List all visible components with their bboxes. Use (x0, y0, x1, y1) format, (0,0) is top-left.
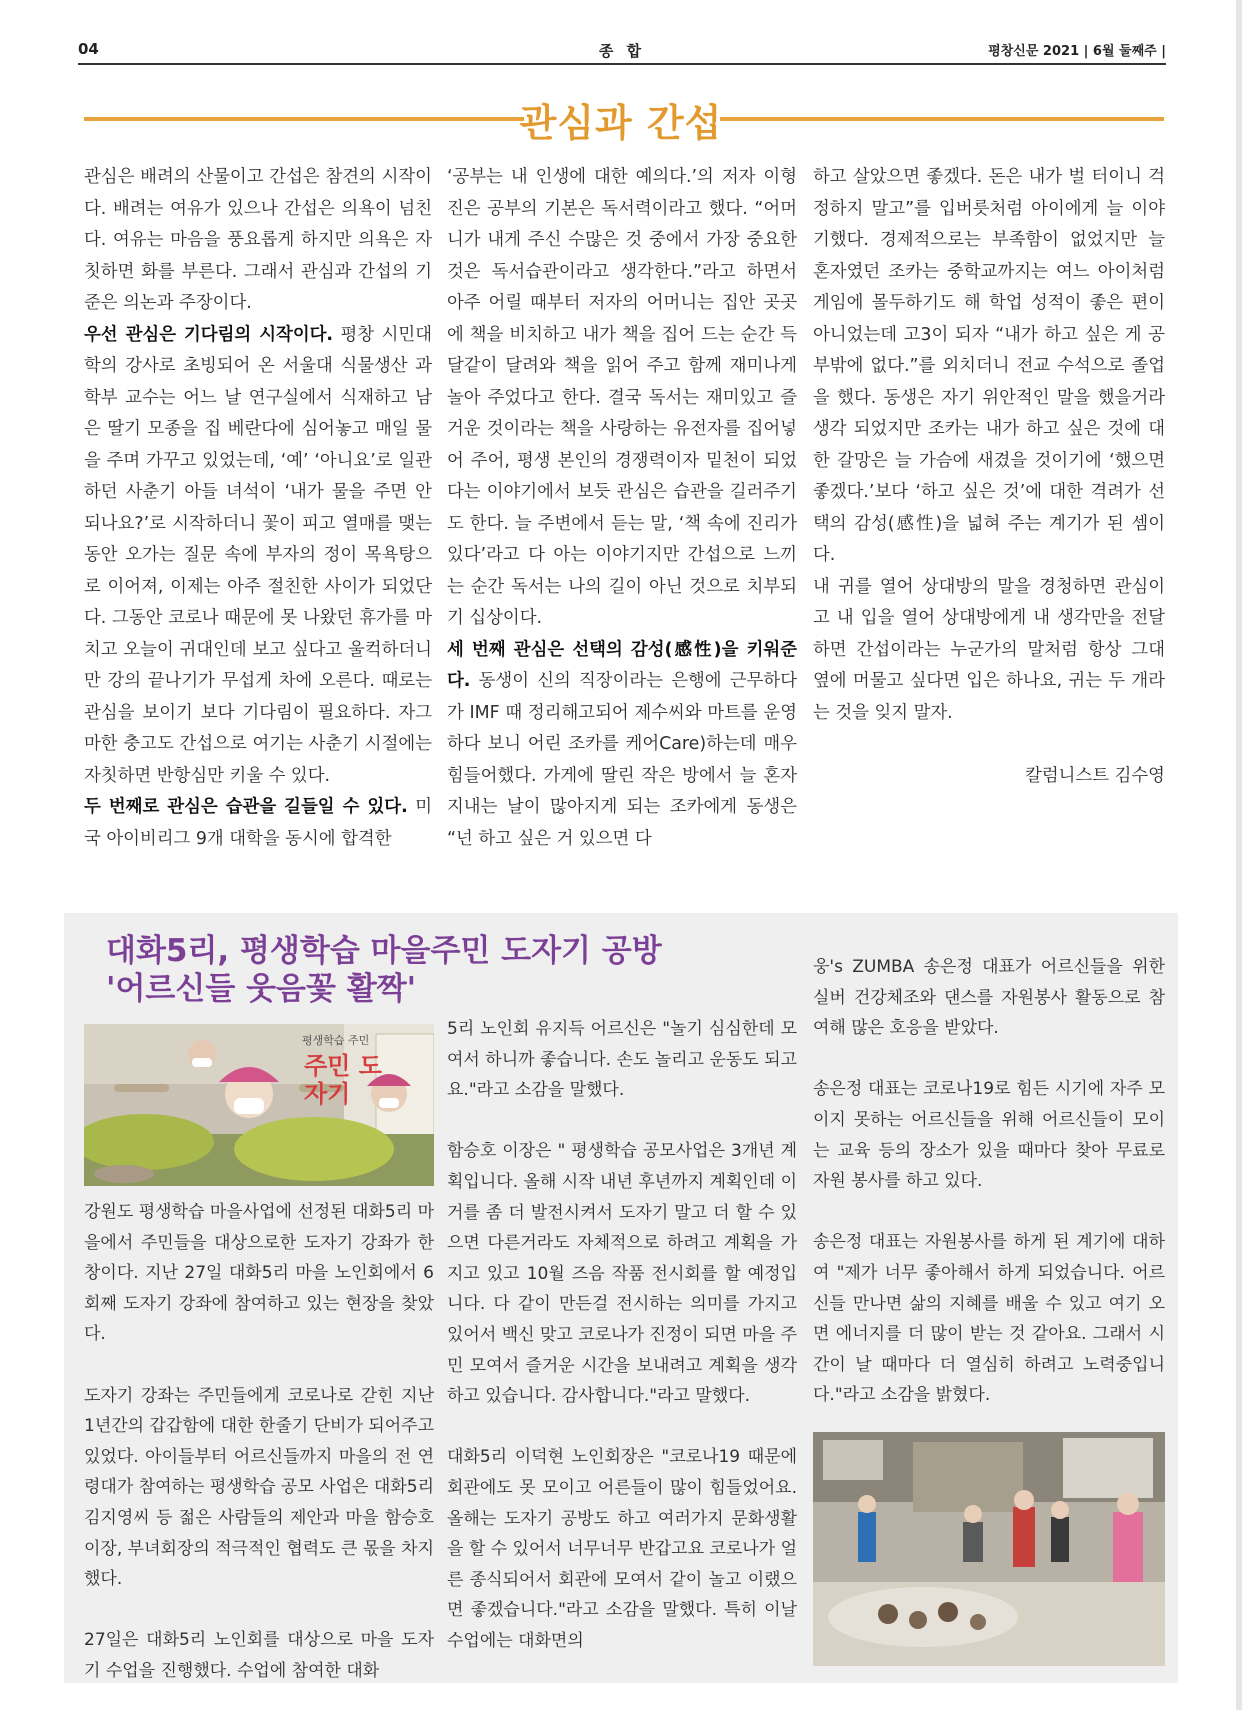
photo-sign-main: 주민 도자기 (304, 1052, 382, 1108)
paragraph (84, 792, 432, 855)
paper-issue: 평창신문 2021 | 6월 둘째주 | (988, 44, 1166, 59)
article-headline: 대화5리, 평생학습 마을주민 도자기 공방 (106, 933, 662, 969)
paragraph: 송은정 대표는 자원봉사를 하게 된 계기에 대하여 "제가 너무 좋아해서 하게 되었습니다. 어르신들 만나면 삶의 지혜를 배울 수 있고 여기 오면 에너지를 더 많이 받는 것 같아요. 그래서 시간이 날 때마다 더 열심히 하려고 노력중입니다."라고 소감을 밝혔다. (813, 1232, 1165, 1406)
column-text-3 (813, 162, 1165, 792)
paragraph (447, 635, 797, 856)
column-text-1 (84, 162, 432, 855)
lead-sentence: 세 번째 관심은 선택의 감성(感性)을 키워준다. (447, 639, 797, 691)
paragraph: 강원도 평생학습 마을사업에 선정된 대화5리 마을에서 주민들을 대상으로한 도자기 강좌가 한창이다. 지난 27일 대화5리 마을 노인회에서 6회째 도자기 강좌에 참여하고 있는 현장을 찾았다. (84, 1202, 434, 1345)
paragraph: 대화5리 이덕현 노인회장은 "코로나19 때문에 회관에도 못 모이고 어른들이 많이 힘들었어요. 올해는 도자기 공방도 하고 여러가지 문화생활을 할 수 있어서 너무너무 반갑고요 코로나가 얼른 종식되어서 회관에 모여서 같이 놀고 이랬으면 좋겠습니다."라고 소감을 말했다. 특히 이날 수업에는 대화면의 (447, 1447, 797, 1651)
lead-sentence: 두 번째로 관심은 습관을 길들일 수 있다. (84, 797, 408, 817)
paragraph: 관심은 배려의 산물이고 간섭은 참견의 시작이다. 배려는 여유가 있으나 간섭은 의욕이 넘친다. 여유는 마음을 풍요롭게 하지만 의욕은 자칫하면 화를 부른다. 그래서 관심과 간섭의 기준은 의논과 주장이다. (84, 167, 432, 313)
column-text-2 (447, 162, 797, 855)
paragraph: 27일은 대화5리 노인회를 대상으로 마을 도자기 수업을 진행했다. 수업에 참여한 대화 (84, 1630, 434, 1681)
article-text-3 (813, 952, 1165, 1411)
paragraph: ‘공부는 내 인생에 대한 예의다.’의 저자 이형진은 공부의 기본은 독서력이라고 했다. “어머니가 내게 주신 수많은 것 중에서 가장 중요한 것은 독서습관이라고 생각한다.”라고 하면서 아주 어릴 때부터 저자의 어머니는 집안 곳곳에 책을 비치하고 내가 책을 집어 드는 순간 득달같이 달려와 책을 읽어 주고 함께 재미나게 놀아 주었다고 한다. 결국 독서는 재미있고 즐거운 것이라는 책을 사랑하는 유전자를 집어넣어 주어, 평생 본인의 경쟁력이자 밑천이 되었다는 이야기에서 보듯 관심은 습관을 길러주기도 한다. 늘 주변에서 듣는 말, ‘책 속에 진리가 있다’라고 다 아는 이야기지만 간섭으로 느끼는 순간 독서는 나의 길이 아닌 것으로 치부되기 십상이다. (447, 167, 797, 628)
article-text-2 (447, 1014, 797, 1656)
paragraph-body: 미국 아이비리그 9개 대학을 동시에 합격한 (84, 797, 432, 849)
pottery-class-photo (84, 1024, 434, 1186)
paragraph: 함승호 이장은 " 평생학습 공모사업은 3개년 계획입니다. 올해 시작 내년 후년까지 계획인데 이거를 좀 더 발전시켜서 도자기 말고 더 할 수 있으면 다른거라도 자체적으로 하려고 계획을 가지고 있고 10월 즈음 작품 전시회를 할 예정입니다. 다 같이 만든걸 전시하는 의미를 가지고 있어서 백신 맞고 코로나가 진정이 되면 마을 주민 모여서 즐거운 시간을 보내려고 계획을 생각하고 있습니다. 감사합니다."라고 말했다. (447, 1141, 797, 1407)
header-rule (78, 63, 1166, 65)
paragraph: 5리 노인회 유지득 어르신은 "놀기 심심한데 모여서 하니까 좋습니다. 손도 놀리고 운동도 되고요."라고 소감을 말했다. (447, 1019, 797, 1101)
page-edge (1236, 0, 1242, 1710)
section-label: 종 합 (598, 42, 646, 60)
paragraph-body: 평창 시민대학의 강사로 초빙되어 온 서울대 식물생산 과학부 교수는 어느 날 연구실에서 식재하고 남은 딸기 모종을 집 베란다에 심어놓고 매일 물을 주며 가꾸고 있었는데, ‘예’ ‘아니요’로 일관하던 사춘기 아들 녀석이 ‘내가 물을 주면 안 되나요?’로 시작하더니 꽃이 피고 열매를 맺는 동안 오가는 질문 속에 부자의 정이 목욕탕으로 이어져, 이제는 아주 절친한 사이가 되었단다. 그동안 코로나 때문에 못 나왔던 휴가를 마치고 오늘이 귀대인데 보고 싶다고 울컥하더니만 강의 끝나기가 무섭게 차에 오른다. 때로는 관심을 보이기 보다 기다림이 필요하다. 자그마한 충고도 간섭으로 여기는 사춘기 시절에는 자칫하면 반항심만 키울 수 있다. (84, 324, 432, 786)
column-title: 관심과 간섭 (519, 101, 723, 145)
paragraph: 도자기 강좌는 주민들에게 코로나로 갇힌 지난 1년간의 갑갑함에 대한 한줄기 단비가 되어주고 있었다. 아이들부터 어르신들까지 마을의 전 연령대가 참여하는 평생학습 공모 사업은 대화5리 김지영씨 등 젊은 사람들의 제안과 마을 함승호 이장, 부녀회장의 적극적인 협력도 큰 몫을 차지했다. (84, 1385, 434, 1590)
paragraph-body: 동생이 신의 직장이라는 은행에 근무하다가 IMF 때 정리해고되어 제수씨와 마트를 운영하다 보니 어린 조카를 케어Care)하는데 매우 힘들어했다. 가게에 딸린 작은 방에서 늘 혼자 지내는 날이 많아지게 되는 조카에게 동생은 “넌 하고 싶은 거 있으면 다 (447, 671, 797, 849)
paragraph (84, 320, 432, 793)
paragraph: 하고 살았으면 좋겠다. 돈은 내가 벌 터이니 걱정하지 말고”를 입버릇처럼 아이에게 늘 이야기했다. 경제적으로는 부족함이 없었지만 늘 혼자였던 조카는 중학교까지는 여느 아이처럼 게임에 몰두하기도 해 학업 성적이 좋은 편이 아니었는데 고3이 되자 “내가 하고 싶은 게 공부밖에 없다.”를 외치더니 전교 수석으로 졸업을 했다. 동생은 자기 위안적인 말을 했을거라 생각 되었지만 조카는 내가 하고 싶은 것에 대한 갈망은 늘 가슴에 새겼을 것이기에 ‘했으면 좋겠다.’보다 ‘하고 싶은 것’에 대한 격려가 선택의 감성(感性)을 넓혀 주는 계기가 된 셈이다. (813, 167, 1165, 565)
photo-sign-top: 평생학습 주민 (302, 1034, 370, 1047)
paragraph: 내 귀를 열어 상대방의 말을 경청하면 관심이고 내 입을 열어 상대방에게 내 생각만을 전달하면 간섭이라는 누군가의 말처럼 항상 그대 옆에 머물고 싶다면 입은 하나요, 귀는 두 개라는 것을 잊지 말자. (813, 576, 1165, 723)
photo-illustration (813, 1432, 1165, 1666)
paragraph: 송은정 대표는 코로나19로 힘든 시기에 자주 모이지 못하는 어르신들을 위해 어르신들이 모이는 교육 등의 장소가 있을 때마다 찾아 무료로 자원 봉사를 하고 있다. (813, 1079, 1165, 1192)
workshop-room-photo (813, 1432, 1165, 1666)
page-header (78, 36, 1166, 66)
article-subheadline: '어르신들 웃음꽃 활짝' (106, 971, 417, 1007)
paragraph: 웅's ZUMBA 송은정 대표가 어르신들을 위한 실버 건강체조와 댄스를 자원봉사 활동으로 참여해 많은 호응을 받았다. (813, 957, 1165, 1039)
lead-sentence: 우선 관심은 기다림의 시작이다. (84, 324, 334, 345)
page-number: 04 (78, 40, 99, 58)
article-text-1 (84, 1197, 434, 1687)
byline: 칼럼니스트 김수영 (1025, 765, 1165, 786)
